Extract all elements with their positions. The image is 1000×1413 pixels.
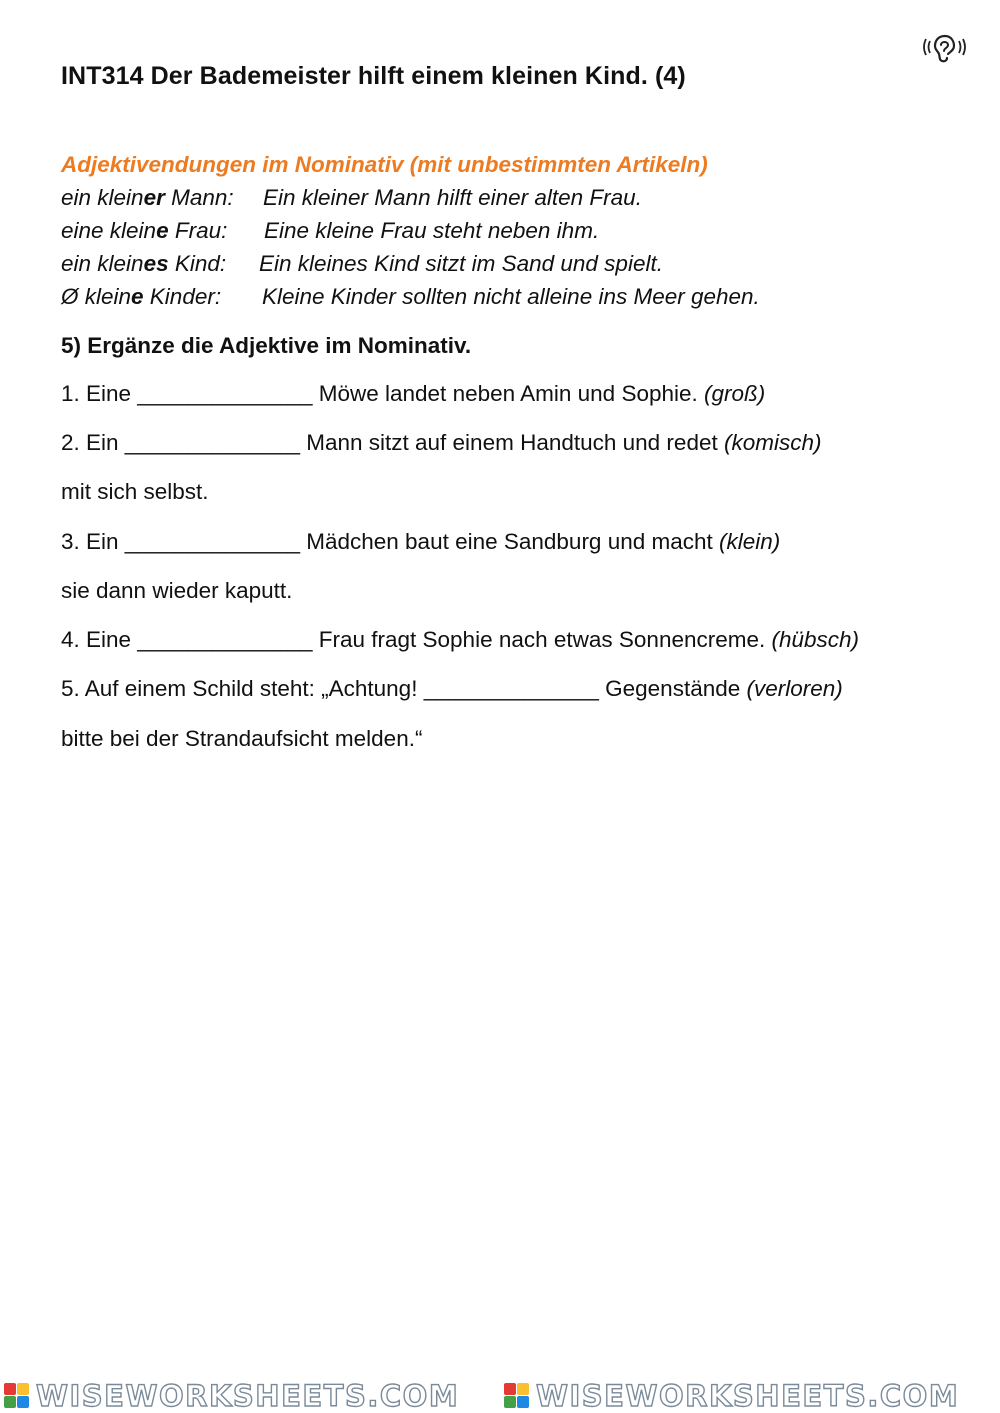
grammar-example: Ein kleiner Mann hilft einer alten Frau.: [263, 185, 642, 210]
exercise-line: [61, 578, 292, 604]
ear-audio-icon[interactable]: [921, 30, 969, 64]
brand-logo-icon: [4, 1383, 30, 1409]
exercise-line: [61, 430, 822, 456]
grammar-ending: er: [143, 185, 165, 210]
grammar-row: [61, 251, 708, 284]
grammar-example: Eine kleine Frau steht neben ihm.: [264, 218, 600, 243]
footer-watermark: [0, 1378, 1000, 1413]
exercise-hint: (klein): [719, 529, 781, 554]
grammar-stem: Ø klein: [61, 284, 132, 309]
exercise-line: [61, 529, 780, 555]
grammar-row: [61, 218, 708, 251]
grammar-noun: Mann:: [164, 185, 234, 210]
grammar-example: Ein kleines Kind sitzt im Sand und spielt.: [259, 251, 663, 276]
exercise-line: [61, 479, 209, 505]
page-title: INT314 Der Bademeister hilft einem kleinen Kind. (4): [61, 62, 686, 90]
watermark-logo: [4, 1378, 459, 1413]
grammar-example: Kleine Kinder sollten nicht alleine ins Meer gehen.: [262, 284, 760, 309]
exercise-text: 5. Auf einem Schild steht: „Achtung! ______________ Gegenstände: [61, 676, 747, 701]
exercise-text: 2. Ein ______________ Mann sitzt auf einem Handtuch und redet: [61, 430, 724, 455]
task-heading: 5) Ergänze die Adjektive im Nominativ.: [61, 333, 472, 358]
grammar-stem: ein klein: [61, 251, 144, 276]
grammar-stem: ein klein: [61, 185, 144, 210]
exercise-text: 1. Eine ______________ Möwe landet neben Amin und Sophie.: [61, 381, 705, 406]
brand-logo-icon: [504, 1383, 530, 1409]
grammar-stem: eine klein: [61, 218, 157, 243]
exercise-line: [61, 381, 765, 407]
exercise-text: mit sich selbst.: [61, 479, 209, 504]
grammar-noun: Kind:: [168, 251, 227, 276]
exercise-text: 3. Ein ______________ Mädchen baut eine Sandburg und macht: [61, 529, 720, 554]
exercise-text: bitte bei der Strandaufsicht melden.“: [61, 726, 423, 751]
watermark-text: WISEWORKSHEETS.COM: [536, 1378, 960, 1413]
exercise-hint: (komisch): [723, 430, 822, 455]
grammar-ending: es: [143, 251, 169, 276]
grammar-box: [61, 152, 760, 317]
grammar-heading: Adjektivendungen im Nominativ (mit unbestimmten Artikeln): [61, 152, 708, 177]
exercise-text: sie dann wieder kaputt.: [61, 578, 293, 603]
exercise-text: 4. Eine ______________ Frau fragt Sophie nach etwas Sonnencreme.: [61, 627, 772, 652]
exercise-hint: (hübsch): [771, 627, 860, 652]
watermark-logo: [504, 1378, 959, 1413]
exercise-line: [61, 627, 859, 653]
grammar-ending: e: [131, 284, 144, 309]
grammar-ending: e: [156, 218, 169, 243]
exercise-hint: (groß): [704, 381, 766, 406]
exercise-line: [61, 676, 843, 702]
grammar-row: [61, 185, 708, 218]
exercise-hint: (verloren): [746, 676, 843, 701]
grammar-row: [61, 284, 760, 317]
grammar-noun: Frau:: [168, 218, 228, 243]
grammar-noun: Kinder:: [143, 284, 222, 309]
exercise-line: [61, 726, 422, 752]
watermark-text: WISEWORKSHEETS.COM: [36, 1378, 460, 1413]
